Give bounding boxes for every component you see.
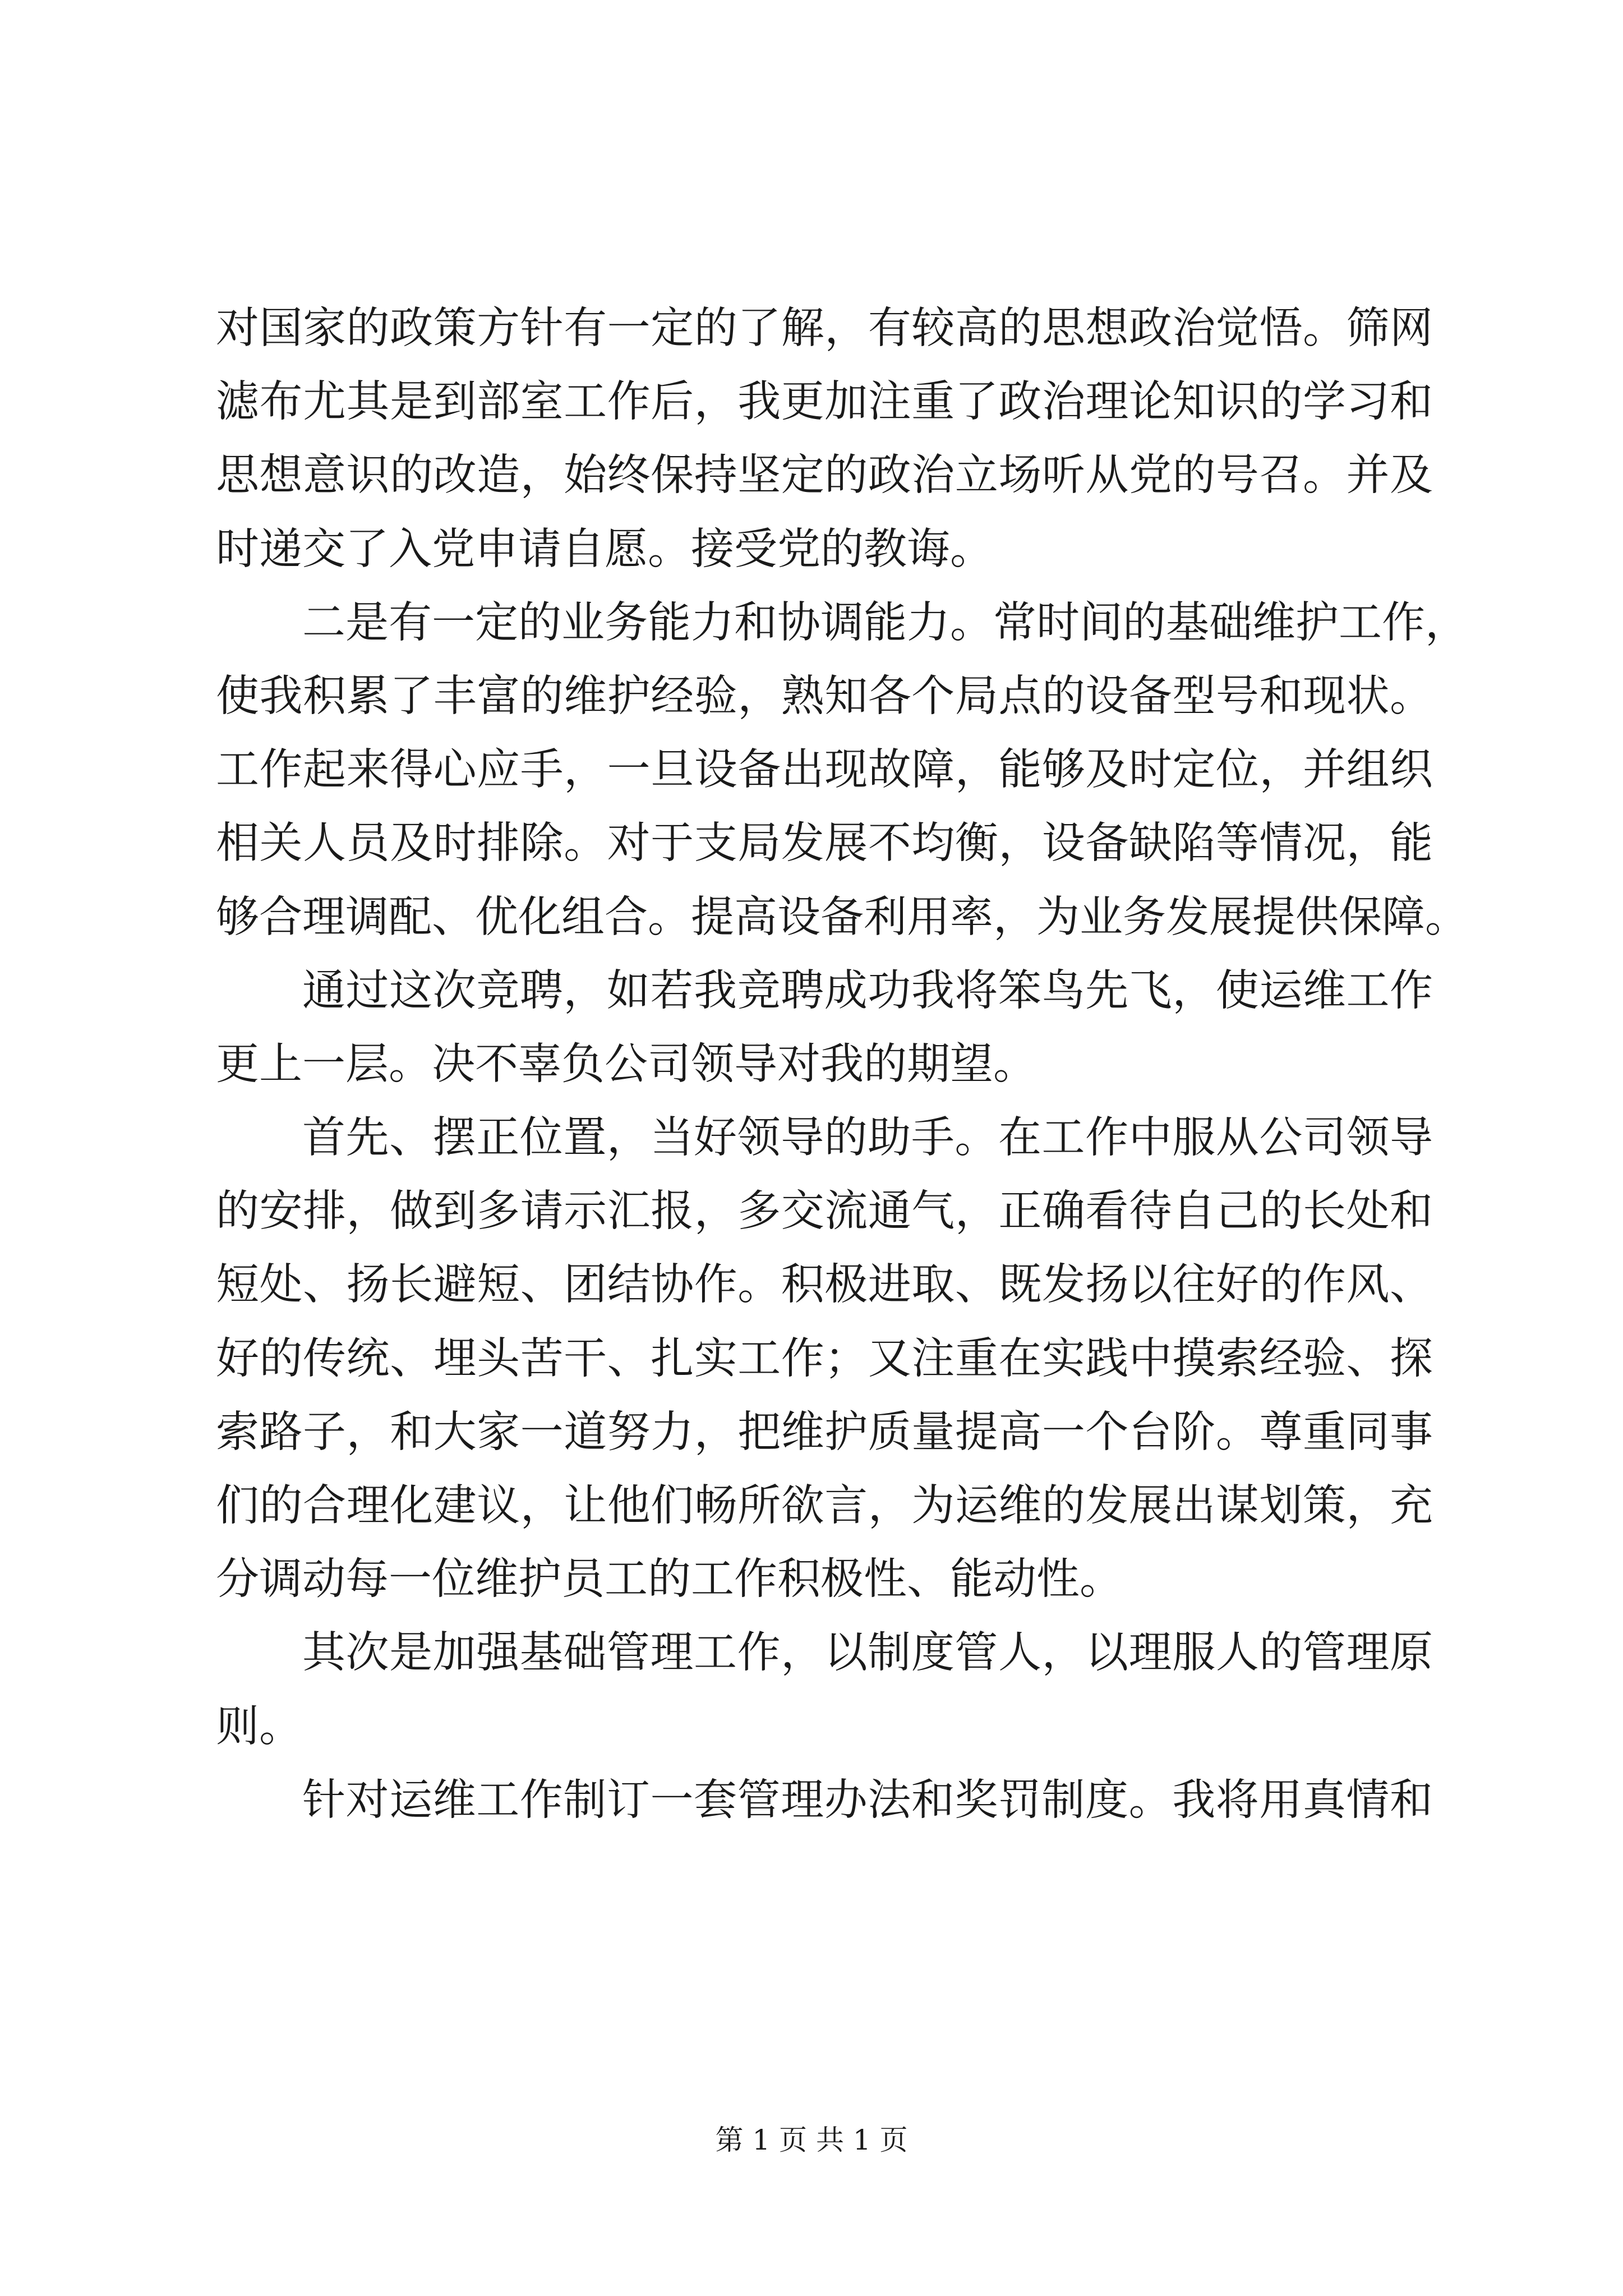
text-line: 对国家的政策方针有一定的了解，有较高的思想政治觉悟。筛网 [216, 303, 1433, 353]
text-line: 更上一层。决不辜负公司领导对我的期望。 [216, 1039, 1036, 1089]
text-line: 工作起来得心应手，一旦设备出现故障，能够及时定位，并组织 [216, 745, 1433, 795]
text-line: 则。 [216, 1701, 302, 1752]
text-line: 使我积累了丰富的维护经验，熟知各个局点的设备型号和现状。 [216, 671, 1433, 721]
text-line: 们的合理化建议，让他们畅所欲言，为运维的发展出谋划策，充 [216, 1481, 1433, 1531]
text-line: 够合理调配、优化组合。提高设备利用率，为业务发展提供保障。 [216, 892, 1468, 942]
page-footer: 第 1 页 共 1 页 [715, 2124, 908, 2156]
text-line: 分调动每一位维护员工的工作积极性、能动性。 [216, 1554, 1123, 1605]
text-line: 好的传统、埋头苦干、扎实工作；又注重在实践中摸索经验、探 [216, 1333, 1433, 1384]
text-line: 针对运维工作制订一套管理办法和奖罚制度。我将用真情和 [302, 1775, 1433, 1825]
text-line: 时递交了入党申请自愿。接受党的教诲。 [216, 524, 993, 574]
text-line: 索路子，和大家一道努力，把维护质量提高一个台阶。尊重同事 [216, 1407, 1433, 1457]
text-line: 首先、摆正位置，当好领导的助手。在工作中服从公司领导 [302, 1113, 1433, 1163]
text-line: 通过这次竞聘，如若我竞聘成功我将笨鸟先飞，使运维工作 [302, 965, 1433, 1016]
text-line: 思想意识的改造，始终保持坚定的政治立场听从党的号召。并及 [216, 450, 1433, 501]
text-line: 其次是加强基础管理工作，以制度管人，以理服人的管理原 [302, 1628, 1433, 1678]
document-body [216, 292, 1468, 1837]
text-line: 滤布尤其是到部室工作后，我更加注重了政治理论知识的学习和 [216, 377, 1433, 427]
text-line: 的安排，做到多请示汇报，多交流通气，正确看待自己的长处和 [216, 1186, 1433, 1237]
text-line: 短处、扬长避短、团结协作。积极进取、既发扬以往好的作风、 [216, 1260, 1433, 1310]
text-line: 相关人员及时排除。对于支局发展不均衡，设备缺陷等情况，能 [216, 818, 1433, 869]
text-line: 二是有一定的业务能力和协调能力。常时间的基础维护工作， [302, 597, 1468, 648]
